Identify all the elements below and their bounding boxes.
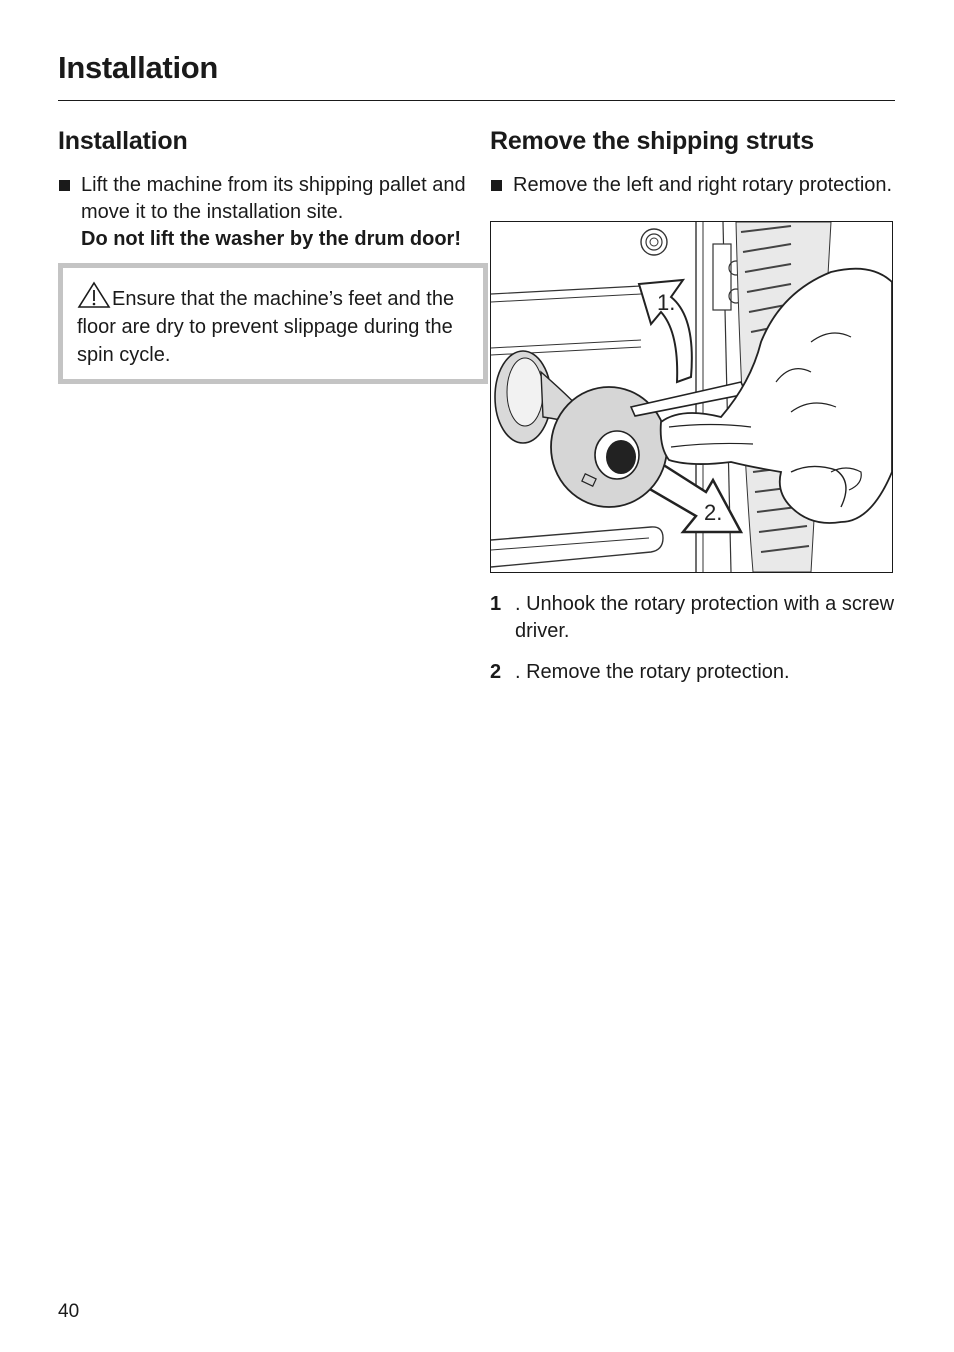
- shipping-struts-section: [490, 124, 895, 700]
- step-item: [490, 591, 895, 645]
- step-item: [490, 659, 895, 686]
- page-number: 40: [58, 1301, 80, 1322]
- rotary-protection-illustration: [490, 221, 893, 573]
- bullet-text: Remove the left and right rotary protection.: [513, 174, 893, 196]
- installation-section: [58, 124, 468, 384]
- warning-triangle-icon: [77, 281, 112, 309]
- step-2-label: 2.: [704, 500, 723, 525]
- step-number: 2: [490, 661, 502, 683]
- bold-warning-text: Do not lift the washer by the drum door!: [81, 228, 461, 250]
- page-title: Installation: [58, 50, 219, 85]
- warning-box: [58, 263, 488, 384]
- step-number: 1: [490, 593, 502, 615]
- step-text: . Remove the rotary protection.: [515, 661, 790, 683]
- list-item: [58, 172, 468, 253]
- square-bullet-icon: [59, 180, 70, 191]
- step-list: [490, 591, 895, 686]
- title-divider: [58, 100, 895, 101]
- step-1-label: 1.: [657, 290, 676, 315]
- section-heading-installation: Installation: [58, 127, 188, 155]
- bullet-text: Lift the machine from its shipping pallet and move it to the installation site.: [81, 174, 466, 223]
- step-text: . Unhook the rotary protection with a screw driver.: [515, 593, 895, 642]
- warning-text: Ensure that the machine’s feet and the floor are dry to prevent slippage during the spin cycle.: [77, 288, 455, 366]
- square-bullet-icon: [491, 180, 502, 191]
- section-heading-shipping-struts: Remove the shipping struts: [490, 127, 815, 155]
- list-item: [490, 172, 895, 199]
